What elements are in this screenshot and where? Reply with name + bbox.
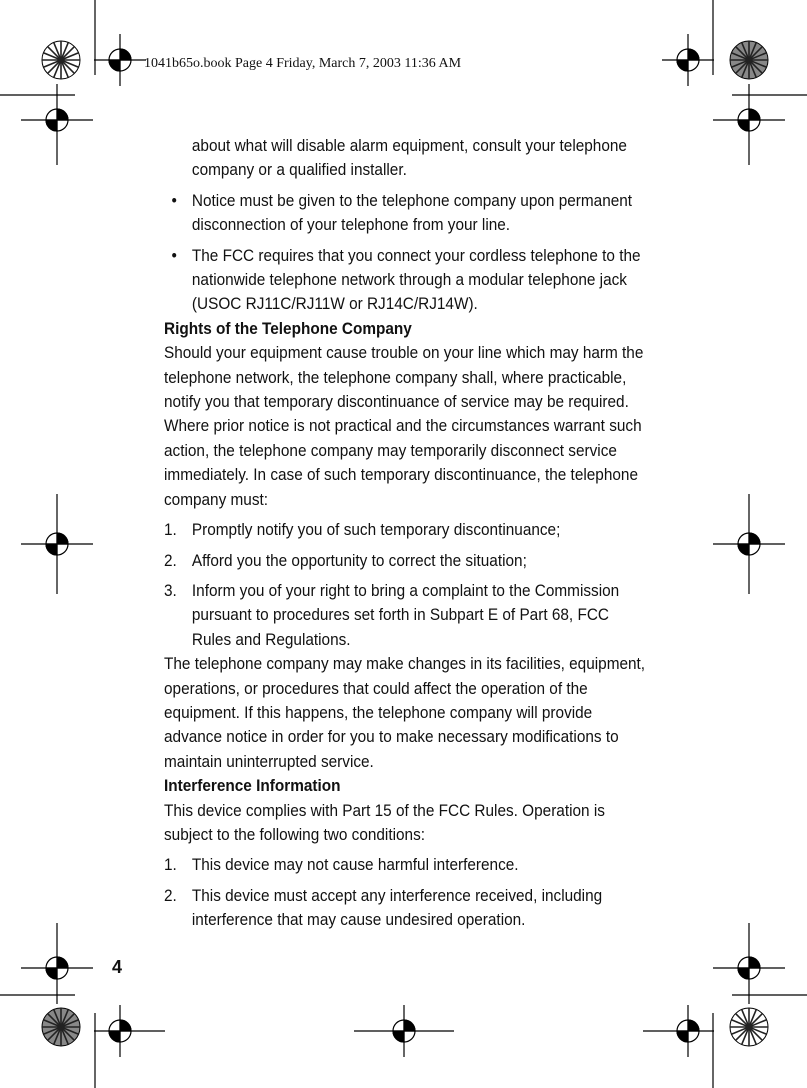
registration-mark — [354, 1005, 454, 1057]
starburst-mark — [42, 41, 80, 79]
paragraph: Should your equipment cause trouble on your line which may harm the telephone network, the telephone company shall, where practicable, notify you that temporary discontinuance of service may be required. Where prior notice is not practical and the circumstances warrant such action, the telephone company may temporarily disconnect service immediately. In case of such temporary discontinuance, the telephone company must: — [164, 344, 644, 509]
list-item-text: Notice must be given to the telephone company upon permanent disconnection of your telephone from your line. — [191, 191, 633, 235]
list-number: 1. — [164, 521, 177, 540]
bullet-marker: • — [171, 246, 177, 265]
registration-mark — [94, 34, 146, 86]
list-number: 2. — [164, 551, 177, 570]
starburst-mark — [42, 1008, 80, 1046]
print-header: 1041b65o.book Page 4 Friday, March 7, 2003 11:36 AM — [144, 56, 462, 71]
list-item — [164, 549, 648, 573]
registration-mark — [713, 494, 785, 594]
list-item — [164, 884, 648, 933]
list-item-text: This device may not cause harmful interference. — [191, 856, 519, 875]
registration-mark — [21, 494, 93, 594]
list-item — [164, 579, 648, 652]
intro-continuation: about what will disable alarm equipment, consult your telephone company or a qualified installer. — [191, 137, 627, 180]
registration-mark — [713, 84, 785, 165]
section-heading: Rights of the Telephone Company — [164, 319, 412, 338]
list-number: 3. — [164, 581, 177, 600]
list-item — [164, 244, 648, 317]
list-item-text: Inform you of your right to bring a complaint to the Commission pursuant to procedures set forth in Subpart E of Part 68, FCC Rules and Regulations. — [191, 581, 620, 649]
registration-mark — [21, 84, 93, 165]
list-item-text: Promptly notify you of such temporary discontinuance; — [191, 521, 561, 540]
registration-mark — [713, 923, 785, 1004]
list-item-text: Afford you the opportunity to correct the situation; — [191, 551, 527, 570]
list-item-text: This device must accept any interference received, including interference that may cause undesired operation. — [191, 886, 603, 930]
registration-mark — [21, 923, 93, 1004]
registration-mark — [643, 1005, 714, 1057]
registration-mark — [94, 1005, 165, 1057]
page-content — [164, 134, 648, 933]
paragraph: This device complies with Part 15 of the FCC Rules. Operation is subject to the following two conditions: — [164, 801, 605, 844]
list-item — [164, 189, 648, 238]
list-number: 1. — [164, 856, 177, 875]
list-item — [164, 853, 648, 877]
list-item-text: The FCC requires that you connect your cordless telephone to the nationwide telephone network through a modular telephone jack (USOC RJ11C/RJ11W or RJ14C/RJ14W). — [191, 246, 641, 314]
registration-mark — [662, 34, 714, 86]
list-number: 2. — [164, 886, 177, 905]
page-number: 4 — [112, 957, 123, 977]
paragraph: The telephone company may make changes in its facilities, equipment, operations, or procedures that could affect the operation of the equipment. If this happens, the telephone company will provide advance notice in order for you to make necessary modifications to maintain uninterrupted service. — [164, 655, 646, 771]
list-item — [164, 518, 648, 542]
starburst-mark — [730, 1008, 768, 1046]
section-heading: Interference Information — [164, 777, 341, 796]
starburst-mark — [730, 41, 768, 79]
bullet-marker: • — [171, 191, 177, 210]
